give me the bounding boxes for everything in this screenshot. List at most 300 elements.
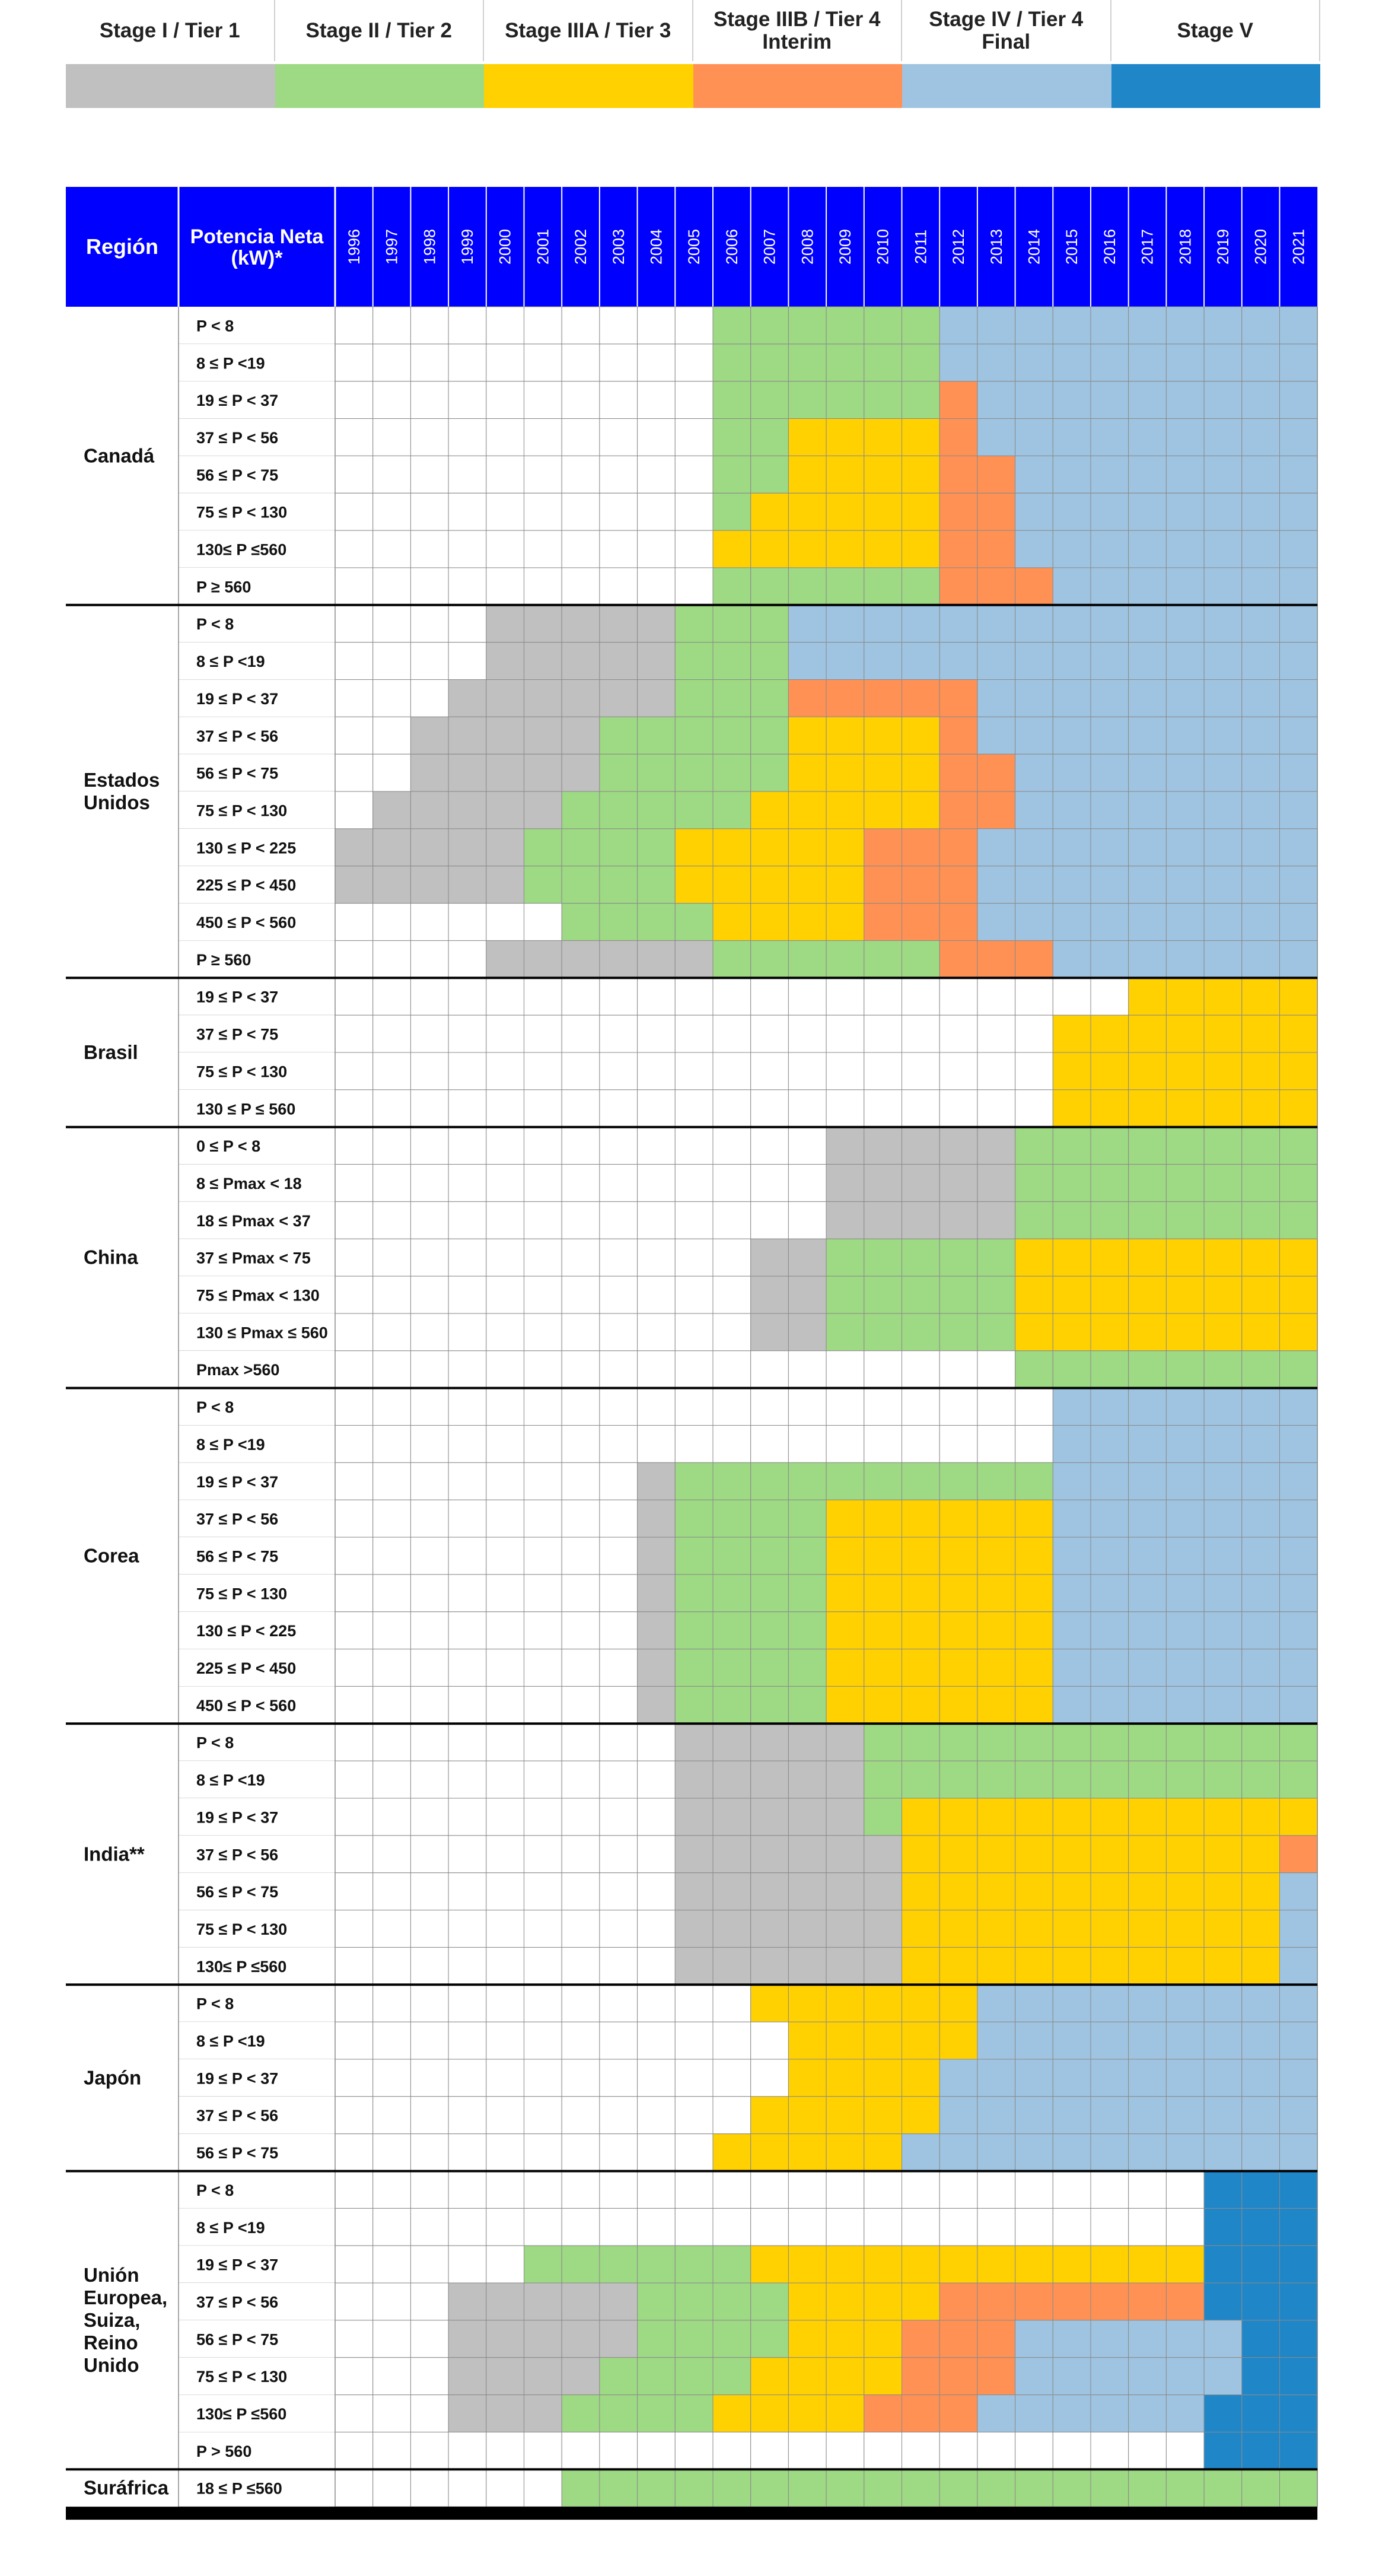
stage-cell <box>410 829 448 866</box>
stage-cell <box>788 1612 826 1649</box>
stage-cell <box>788 2469 826 2507</box>
stage-cell <box>1053 1276 1091 1314</box>
stage-cell <box>1015 2283 1053 2320</box>
stage-cell <box>524 1165 562 1202</box>
stage-cell <box>448 1798 486 1836</box>
stage-cell <box>1015 1836 1053 1873</box>
stage-cell <box>1166 419 1204 456</box>
stage-cell <box>1091 2320 1129 2358</box>
stage-grid-svg <box>66 187 1319 2521</box>
stage-cell <box>1091 1723 1129 1761</box>
stage-cell <box>788 978 826 1015</box>
stage-cell <box>524 2059 562 2097</box>
stage-cell <box>373 2022 411 2059</box>
stage-cell <box>751 1575 789 1612</box>
stage-cell <box>524 2022 562 2059</box>
stage-cell <box>751 1090 789 1127</box>
stage-cell <box>562 530 600 568</box>
stage-cell <box>638 2134 676 2171</box>
stage-cell <box>524 1947 562 1985</box>
stage-cell <box>788 1276 826 1314</box>
stage-cell <box>486 530 524 568</box>
stage-cell <box>713 1947 751 1985</box>
stage-cell <box>977 2059 1015 2097</box>
stage-cell <box>1166 1052 1204 1090</box>
stage-cell <box>788 2246 826 2283</box>
stage-cell <box>1015 1388 1053 1426</box>
stage-cell <box>410 2022 448 2059</box>
stage-cell <box>1242 2246 1280 2283</box>
stage-cell <box>675 829 713 866</box>
stage-cell <box>751 2171 789 2209</box>
power-range-label: 37 ≤ P < 56 <box>196 1846 279 1864</box>
stage-cell <box>410 1985 448 2022</box>
stage-cell <box>448 1575 486 1612</box>
stage-cell <box>524 419 562 456</box>
stage-cell <box>448 1873 486 1910</box>
stage-cell <box>902 2320 940 2358</box>
stage-cell <box>373 1761 411 1798</box>
stage-cell <box>1129 419 1167 456</box>
stage-cell <box>713 381 751 419</box>
stage-cell <box>373 940 411 978</box>
year-label: 2014 <box>1025 228 1043 265</box>
stage-cell <box>1166 2320 1204 2358</box>
stage-cell <box>826 1947 864 1985</box>
stage-cell <box>751 344 789 381</box>
stage-cell <box>600 1873 638 1910</box>
stage-cell <box>1091 829 1129 866</box>
stage-cell <box>788 381 826 419</box>
stage-cell <box>1129 2432 1167 2469</box>
stage-cell <box>524 940 562 978</box>
stage-cell <box>638 1761 676 1798</box>
year-label: 2017 <box>1138 228 1157 265</box>
stage-cell <box>675 791 713 829</box>
stage-cell <box>675 1426 713 1463</box>
stage-cell <box>410 791 448 829</box>
stage-cell <box>826 1985 864 2022</box>
stage-cell <box>1091 1873 1129 1910</box>
stage-cell <box>713 1426 751 1463</box>
stage-cell <box>864 2134 902 2171</box>
stage-cell <box>600 1127 638 1165</box>
stage-cell <box>600 493 638 530</box>
stage-cell <box>1280 2022 1318 2059</box>
stage-cell <box>1204 1462 1242 1500</box>
stage-cell <box>600 2469 638 2507</box>
stage-cell <box>1242 1426 1280 1463</box>
stage-cell <box>1053 2246 1091 2283</box>
stage-cell <box>788 829 826 866</box>
stage-cell <box>486 754 524 791</box>
stage-cell <box>788 2432 826 2469</box>
stage-cell <box>902 2432 940 2469</box>
stage-cell <box>864 1649 902 1687</box>
stage-cell <box>486 493 524 530</box>
stage-cell <box>675 1090 713 1127</box>
stage-cell <box>1129 1612 1167 1649</box>
stage-cell <box>1204 940 1242 978</box>
stage-cell <box>486 1351 524 1388</box>
stage-cell <box>864 1314 902 1351</box>
stage-cell <box>1166 866 1204 904</box>
stage-cell <box>600 2171 638 2209</box>
power-range-label: 225 ≤ P < 450 <box>196 1659 297 1678</box>
stage-cell <box>1015 643 1053 680</box>
stage-cell <box>1091 2171 1129 2209</box>
stage-cell <box>713 1276 751 1314</box>
region-label: India** <box>84 1843 145 1865</box>
stage-cell <box>788 791 826 829</box>
stage-cell <box>1166 829 1204 866</box>
stage-cell <box>600 1686 638 1723</box>
stage-cell <box>675 680 713 717</box>
stage-cell <box>1204 1052 1242 1090</box>
year-label: 1999 <box>458 228 476 265</box>
stage-cell <box>902 1239 940 1276</box>
stage-cell <box>486 1127 524 1165</box>
stage-cell <box>751 643 789 680</box>
stage-cell <box>335 2171 373 2209</box>
stage-cell <box>902 2134 940 2171</box>
stage-cell <box>826 2097 864 2134</box>
stage-cell <box>373 1201 411 1239</box>
stage-cell <box>335 1910 373 1948</box>
stage-cell <box>1280 791 1318 829</box>
stage-cell <box>524 2171 562 2209</box>
stage-cell <box>562 419 600 456</box>
stage-cell <box>1129 1761 1167 1798</box>
stage-cell <box>524 2246 562 2283</box>
stage-cell <box>562 829 600 866</box>
stage-cell <box>675 1276 713 1314</box>
stage-cell <box>1166 1686 1204 1723</box>
stage-cell <box>1053 1090 1091 1127</box>
stage-cell <box>1091 1947 1129 1985</box>
stage-cell <box>410 344 448 381</box>
stage-cell <box>638 2022 676 2059</box>
stage-cell <box>1053 717 1091 754</box>
stage-cell <box>1015 2171 1053 2209</box>
stage-cell <box>600 754 638 791</box>
stage-cell <box>751 1910 789 1948</box>
stage-cell <box>1015 2022 1053 2059</box>
stage-cell <box>1129 866 1167 904</box>
stage-cell <box>713 1910 751 1948</box>
stage-cell <box>977 1015 1015 1052</box>
stage-cell <box>600 2097 638 2134</box>
stage-cell <box>1091 2395 1129 2432</box>
stage-cell <box>486 1276 524 1314</box>
stage-cell <box>675 1836 713 1873</box>
stage-cell <box>335 2022 373 2059</box>
stage-cell <box>486 1873 524 1910</box>
stage-cell <box>826 568 864 605</box>
stage-cell <box>977 381 1015 419</box>
stage-cell <box>524 1276 562 1314</box>
power-range-label: 8 ≤ P <19 <box>196 2032 265 2050</box>
stage-cell <box>562 1314 600 1351</box>
stage-cell <box>1280 1798 1318 1836</box>
stage-cell <box>1242 754 1280 791</box>
legend-label: Stage I / Tier 1 <box>66 0 275 61</box>
stage-cell <box>713 2059 751 2097</box>
stage-cell <box>486 1201 524 1239</box>
stage-cell <box>1053 2171 1091 2209</box>
stage-cell <box>675 2469 713 2507</box>
stage-cell <box>1242 1276 1280 1314</box>
stage-cell <box>600 1649 638 1687</box>
stage-cell <box>977 1575 1015 1612</box>
stage-cell <box>864 1798 902 1836</box>
stage-cell <box>939 1314 977 1351</box>
stage-cell <box>713 1723 751 1761</box>
stage-cell <box>373 2358 411 2395</box>
stage-cell <box>1280 1314 1318 1351</box>
stage-cell <box>1242 2320 1280 2358</box>
stage-cell <box>373 1090 411 1127</box>
stage-cell <box>713 2097 751 2134</box>
stage-cell <box>373 1575 411 1612</box>
stage-cell <box>1242 1947 1280 1985</box>
stage-cell <box>1280 344 1318 381</box>
stage-cell <box>486 456 524 493</box>
stage-cell <box>826 1836 864 1873</box>
stage-cell <box>1166 1575 1204 1612</box>
stage-cell <box>1204 978 1242 1015</box>
stage-cell <box>977 978 1015 1015</box>
stage-cell <box>335 1201 373 1239</box>
stage-cell <box>1053 2283 1091 2320</box>
stage-cell <box>562 2432 600 2469</box>
stage-cell <box>373 1910 411 1948</box>
stage-cell <box>977 1314 1015 1351</box>
stage-cell <box>1091 1686 1129 1723</box>
stage-cell <box>373 2283 411 2320</box>
stage-cell <box>562 1276 600 1314</box>
stage-cell <box>1242 1314 1280 1351</box>
stage-cell <box>1015 1723 1053 1761</box>
stage-cell <box>1280 2358 1318 2395</box>
stage-cell <box>826 717 864 754</box>
stage-cell <box>486 717 524 754</box>
stage-cell <box>638 2395 676 2432</box>
stage-cell <box>448 456 486 493</box>
legend-swatch <box>66 64 275 108</box>
stage-cell <box>977 568 1015 605</box>
stage-cell <box>902 680 940 717</box>
stage-cell <box>977 1761 1015 1798</box>
power-range-label: P ≥ 560 <box>196 950 251 969</box>
power-range-label: 130 ≤ P ≤ 560 <box>196 1100 296 1118</box>
stage-cell <box>826 456 864 493</box>
stage-cell <box>788 1015 826 1052</box>
stage-cell <box>751 866 789 904</box>
stage-cell <box>902 643 940 680</box>
stage-cell <box>902 1276 940 1314</box>
stage-cell <box>410 2171 448 2209</box>
stage-cell <box>939 1575 977 1612</box>
stage-cell <box>1015 791 1053 829</box>
stage-cell <box>939 1500 977 1537</box>
stage-cell <box>562 1351 600 1388</box>
stage-cell <box>1015 344 1053 381</box>
stage-cell <box>788 866 826 904</box>
stage-cell <box>751 1761 789 1798</box>
stage-cell <box>939 307 977 344</box>
stage-cell <box>751 1537 789 1575</box>
stage-cell <box>1015 680 1053 717</box>
stage-cell <box>373 866 411 904</box>
power-range-label: 75 ≤ P < 130 <box>196 503 288 521</box>
stage-cell <box>600 2395 638 2432</box>
stage-cell <box>1204 1388 1242 1426</box>
stage-cell <box>1053 344 1091 381</box>
stage-cell <box>448 2246 486 2283</box>
stage-cell <box>902 2097 940 2134</box>
stage-cell <box>675 1314 713 1351</box>
stage-cell <box>1166 2208 1204 2246</box>
stage-cell <box>939 1276 977 1314</box>
stage-cell <box>864 1612 902 1649</box>
stage-cell <box>1166 2097 1204 2134</box>
stage-cell <box>1166 1090 1204 1127</box>
stage-cell <box>638 2246 676 2283</box>
stage-cell <box>524 1798 562 1836</box>
stage-cell <box>713 2171 751 2209</box>
stage-cell <box>1129 344 1167 381</box>
stage-cell <box>1091 1537 1129 1575</box>
stage-cell <box>902 1165 940 1202</box>
stage-cell <box>788 940 826 978</box>
stage-cell <box>864 568 902 605</box>
stage-cell <box>524 605 562 643</box>
stage-cell <box>486 1836 524 1873</box>
stage-cell <box>410 1239 448 1276</box>
stage-cell <box>1242 2208 1280 2246</box>
stage-cell <box>638 866 676 904</box>
stage-cell <box>1242 1612 1280 1649</box>
stage-cell <box>826 1239 864 1276</box>
stage-cell <box>864 1686 902 1723</box>
stage-cell <box>939 2208 977 2246</box>
stage-cell <box>448 2171 486 2209</box>
stage-cell <box>939 530 977 568</box>
year-label: 2005 <box>685 228 703 265</box>
stage-cell <box>410 1388 448 1426</box>
stage-cell <box>600 829 638 866</box>
stage-cell <box>751 2208 789 2246</box>
stage-cell <box>1242 1873 1280 1910</box>
stage-cell <box>410 1462 448 1500</box>
stage-cell <box>751 381 789 419</box>
stage-cell <box>373 1798 411 1836</box>
stage-cell <box>562 568 600 605</box>
stage-cell <box>1280 1575 1318 1612</box>
stage-cell <box>1242 2283 1280 2320</box>
stage-cell <box>1166 1649 1204 1687</box>
stage-cell <box>524 1910 562 1948</box>
stage-cell <box>977 1388 1015 1426</box>
stage-cell <box>826 1276 864 1314</box>
stage-cell <box>600 2283 638 2320</box>
stage-cell <box>1053 1052 1091 1090</box>
stage-cell <box>373 2134 411 2171</box>
stage-cell <box>1129 307 1167 344</box>
stage-cell <box>410 2358 448 2395</box>
stage-cell <box>1280 2432 1318 2469</box>
stage-cell <box>1204 1165 1242 1202</box>
stage-cell <box>373 307 411 344</box>
stage-cell <box>486 2097 524 2134</box>
stage-cell <box>410 2320 448 2358</box>
stage-cell <box>751 1836 789 1873</box>
stage-cell <box>373 978 411 1015</box>
stage-cell <box>638 344 676 381</box>
stage-cell <box>448 1985 486 2022</box>
stage-cell <box>675 940 713 978</box>
stage-cell <box>1242 605 1280 643</box>
power-range-label: 8 ≤ P <19 <box>196 1435 265 1454</box>
stage-cell <box>410 2208 448 2246</box>
stage-cell <box>1166 381 1204 419</box>
stage-cell <box>373 717 411 754</box>
stage-cell <box>788 1910 826 1948</box>
stage-cell <box>448 904 486 941</box>
stage-cell <box>524 643 562 680</box>
stage-cell <box>1091 1910 1129 1948</box>
stage-cell <box>1053 829 1091 866</box>
stage-cell <box>826 1910 864 1948</box>
stage-cell <box>864 904 902 941</box>
stage-cell <box>1204 530 1242 568</box>
stage-cell <box>1091 1761 1129 1798</box>
stage-cell <box>1053 1426 1091 1463</box>
stage-cell <box>1204 2171 1242 2209</box>
stage-cell <box>562 1537 600 1575</box>
stage-cell <box>524 1836 562 1873</box>
stage-cell <box>410 866 448 904</box>
stage-cell <box>902 1462 940 1500</box>
stage-cell <box>1204 1239 1242 1276</box>
power-range-label: 19 ≤ P < 37 <box>196 1808 279 1827</box>
stage-cell <box>1204 2134 1242 2171</box>
stage-cell <box>713 1239 751 1276</box>
stage-cell <box>751 2469 789 2507</box>
stage-cell <box>939 1165 977 1202</box>
stage-cell <box>1015 2395 1053 2432</box>
stage-cell <box>410 456 448 493</box>
stage-cell <box>1280 1947 1318 1985</box>
stage-cell <box>600 1761 638 1798</box>
stage-cell <box>486 1500 524 1537</box>
stage-cell <box>1166 1761 1204 1798</box>
stage-cell <box>562 1985 600 2022</box>
stage-cell <box>1129 680 1167 717</box>
stage-cell <box>1166 717 1204 754</box>
stage-cell <box>977 717 1015 754</box>
stage-cell <box>1129 717 1167 754</box>
stage-cell <box>1166 2283 1204 2320</box>
stage-cell <box>977 2395 1015 2432</box>
stage-cell <box>1280 1276 1318 1314</box>
stage-cell <box>939 568 977 605</box>
stage-cell <box>939 1015 977 1052</box>
region-label: Corea <box>84 1544 139 1567</box>
stage-cell <box>788 1798 826 1836</box>
stage-cell <box>562 2022 600 2059</box>
